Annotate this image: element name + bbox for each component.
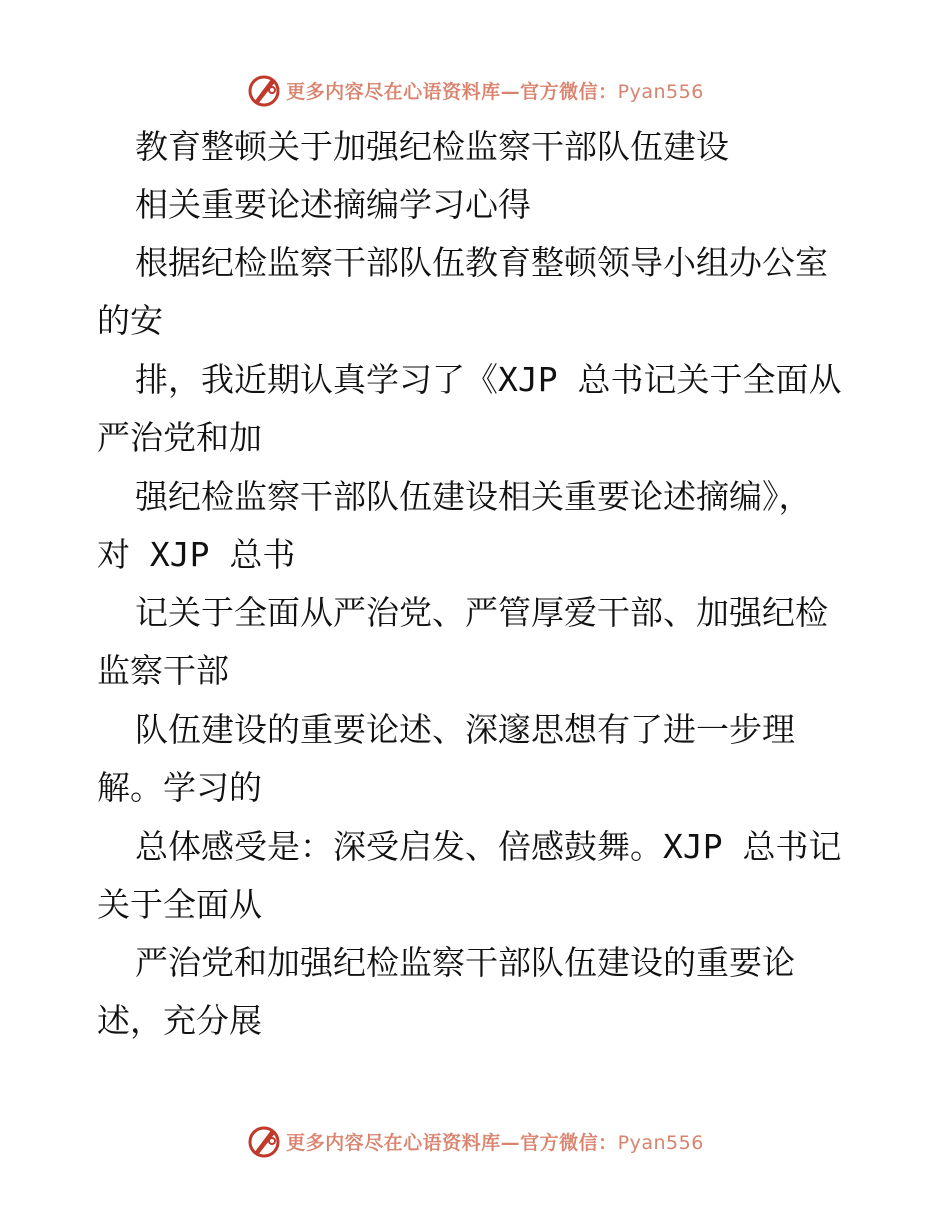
footer-banner-text: 更多内容尽在心语资料库—官方微信：Pyan556 [286, 1131, 704, 1154]
body-line: 教育整顿关于加强纪检监察干部队伍建设 [135, 127, 729, 166]
body-line: 述，充分展 [97, 1001, 262, 1040]
body-line: 总体感受是：深受启发、倍感鼓舞。XJP 总书记 [135, 827, 842, 866]
header-banner-text: 更多内容尽在心语资料库—官方微信：Pyan556 [286, 80, 704, 103]
body-line: 记关于全面从严治党、严管厚爱干部、加强纪检 [135, 593, 828, 632]
body-line: 相关重要论述摘编学习心得 [135, 185, 531, 224]
body-line: 强纪检监察干部队伍建设相关重要论述摘编》， [135, 477, 812, 516]
body-line: 排，我近期认真学习了《XJP 总书记关于全面从 [135, 360, 842, 399]
body-line: 严治党和加 [97, 418, 262, 457]
body-line: 严治党和加强纪检监察干部队伍建设的重要论 [135, 943, 795, 982]
quill-logo-icon [246, 1123, 282, 1159]
body-line: 关于全面从 [97, 885, 262, 924]
body-line: 对 XJP 总书 [97, 535, 296, 574]
body-line: 的安 [97, 301, 163, 340]
footer-wechat-id: Pyan556 [617, 1131, 704, 1154]
footer-banner [0, 1123, 950, 1159]
header-wechat-id: Pyan556 [617, 80, 704, 103]
body-line: 队伍建设的重要论述、深邃思想有了进一步理 [135, 710, 795, 749]
body-line: 监察干部 [97, 651, 229, 690]
body-line: 解。学习的 [97, 768, 262, 807]
body-line: 根据纪检监察干部队伍教育整顿领导小组办公室 [135, 243, 828, 282]
